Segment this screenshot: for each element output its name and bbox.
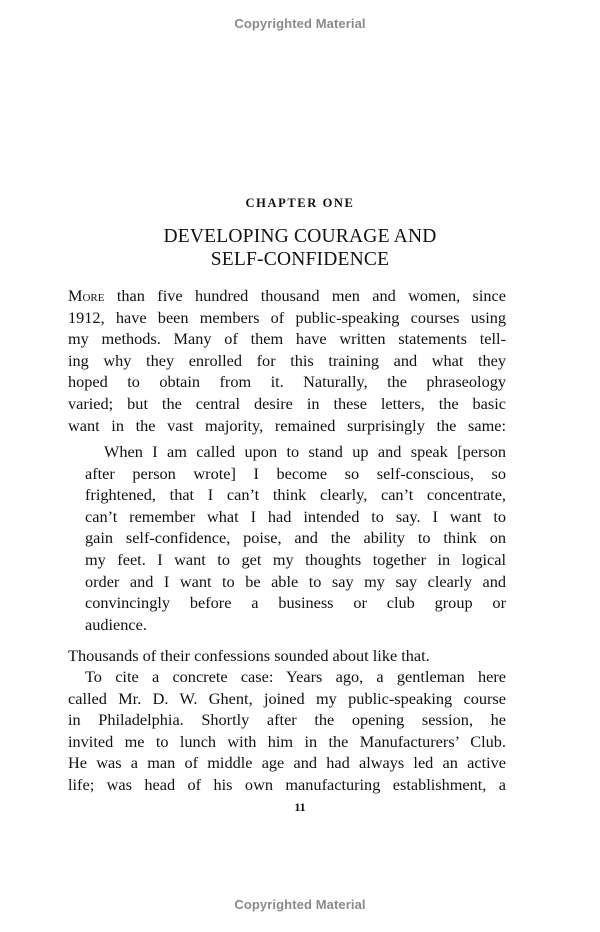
quote-line: after person wrote] I become so self-conscious, so — [85, 463, 506, 483]
quote-line: frightened, that I can’t think clearly, can’t concentrate, — [85, 485, 506, 505]
drop-lead-smallcaps: More — [68, 286, 105, 305]
quote-line: my feet. I want to get my thoughts together in logical — [85, 549, 506, 569]
line-text: than five hundred thousand men and women, since — [104, 286, 506, 305]
page-number: 11 — [294, 800, 306, 814]
paragraph-line: my methods. Many of them have written statements tell- — [68, 329, 506, 349]
quote-line: can’t remember what I had intended to say. I want to — [85, 506, 506, 526]
paragraph-line: life; was head of his own manufacturing establishment, a — [68, 774, 506, 794]
paragraph-line: hoped to obtain from it. Naturally, the phraseology — [68, 372, 506, 392]
case-paragraph — [68, 666, 506, 796]
paragraph-line: varied; but the central desire in these letters, the basic — [68, 393, 506, 413]
paragraph-line: want in the vast majority, remained surprisingly the same: — [68, 415, 506, 435]
quote-line: order and I want to be able to say my say clearly and — [85, 571, 506, 591]
chapter-title-line-1: DEVELOPING COURAGE AND — [163, 226, 437, 247]
copyright-watermark-bottom: Copyrighted Material — [234, 897, 366, 912]
quote-line: convincingly before a business or club group or — [85, 593, 506, 613]
chapter-title-line-2: SELF-CONFIDENCE — [210, 249, 390, 270]
paragraph-line: ing why they enrolled for this training and what they — [68, 350, 506, 370]
paragraph-line: called Mr. D. W. Ghent, joined my public-speaking course — [68, 688, 506, 708]
paragraph-line: invited me to lunch with him in the Manufacturers’ Club. — [68, 731, 506, 751]
quote-line: gain self-confidence, poise, and the ability to think on — [85, 528, 506, 548]
quote-line: When I am called upon to stand up and speak [person — [104, 442, 506, 461]
paragraph-line — [68, 285, 506, 307]
summary-paragraph — [68, 645, 506, 667]
chapter-label: CHAPTER ONE — [245, 196, 355, 210]
block-quote — [85, 441, 506, 635]
paragraph-line: in Philadelphia. Shortly after the opening session, he — [68, 710, 506, 730]
paragraph-line: 1912, have been members of public-speaking courses using — [68, 307, 506, 327]
opening-paragraph — [68, 285, 506, 436]
chapter-title — [0, 225, 600, 271]
copyright-watermark-top: Copyrighted Material — [234, 16, 366, 31]
paragraph-line: To cite a concrete case: Years ago, a gentleman here — [85, 667, 506, 686]
paragraph-line: Thousands of their confessions sounded about like that. — [68, 646, 430, 665]
paragraph-line: He was a man of middle age and had always led an active — [68, 753, 506, 773]
quote-line: audience. — [85, 614, 147, 634]
